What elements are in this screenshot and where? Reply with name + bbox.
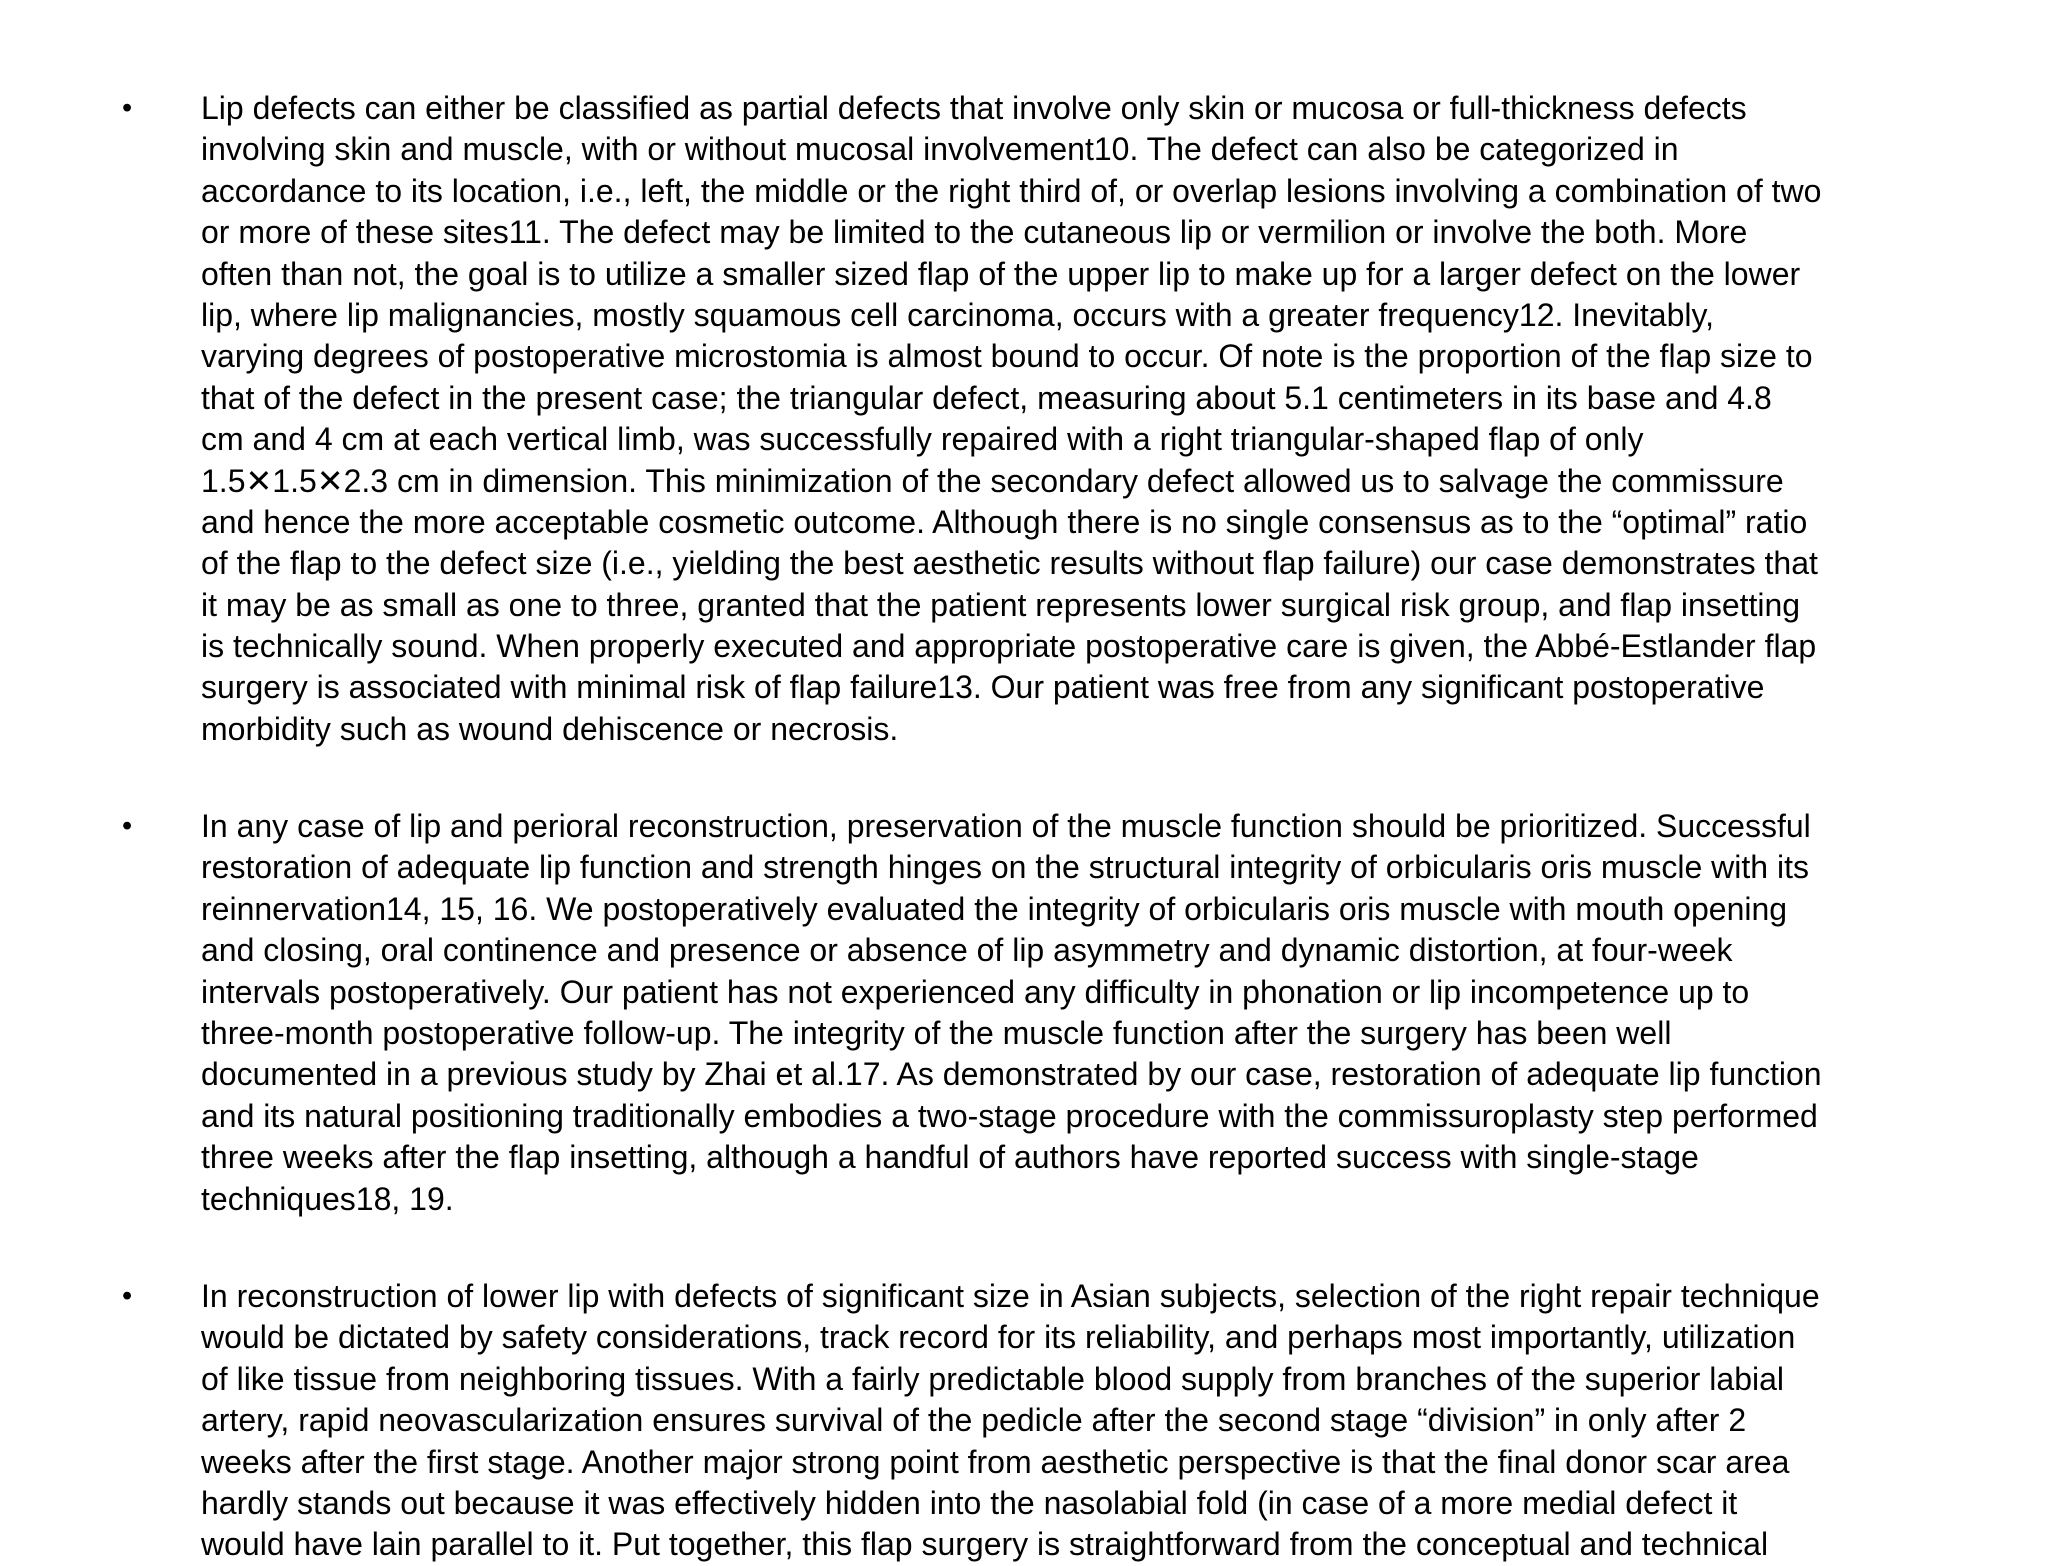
text-line: documented in a previous study by Zhai et al.17. As demonstrated by our case, restoration of adequate lip function [201, 1056, 1822, 1093]
text-line: artery, rapid neovascularization ensures survival of the pedicle after the second stage “division” in only after 2 [201, 1402, 1747, 1439]
text-line: lip, where lip malignancies, mostly squamous cell carcinoma, occurs with a greater frequency12. Inevitably, [201, 296, 1714, 333]
paragraph-text [201, 806, 1981, 1220]
bullet-marker: • [122, 1280, 133, 1312]
paragraph-text [201, 88, 1981, 750]
text-line: hardly stands out because it was effectively hidden into the nasolabial fold (in case of a more medial defect it [201, 1484, 1738, 1521]
bullet-marker: • [122, 810, 133, 842]
text-line: or more of these sites11. The defect may be limited to the cutaneous lip or vermilion or involve the both. More [201, 214, 1748, 251]
text-line: varying degrees of postoperative microstomia is almost bound to occur. Of note is the proportion of the flap size to [201, 338, 1813, 375]
text-line: Lip defects can either be classified as partial defects that involve only skin or mucosa or full-thickness defects [201, 90, 1747, 126]
text-line: of like tissue from neighboring tissues. With a fairly predictable blood supply from branches of the superior labial [201, 1360, 1785, 1397]
text-line: three weeks after the flap insetting, although a handful of authors have reported success with single-stage [201, 1139, 1699, 1176]
text-line: three-month postoperative follow-up. The integrity of the muscle function after the surgery has been well [201, 1014, 1672, 1051]
text-line: involving skin and muscle, with or without mucosal involvement10. The defect can also be categorized in [201, 131, 1679, 168]
text-line: In reconstruction of lower lip with defects of significant size in Asian subjects, selection of the right repair technique [201, 1278, 1820, 1314]
text-line: is technically sound. When properly executed and appropriate postoperative care is given, the Abbé-Estlander flap [201, 628, 1817, 665]
text-line: 1.5✕1.5✕2.3 cm in dimension. This minimization of the secondary defect allowed us to salvage the commissure [201, 462, 1784, 499]
text-line: accordance to its location, i.e., left, the middle or the right third of, or overlap lesions involving a combination of two [201, 172, 1822, 209]
text-line: often than not, the goal is to utilize a smaller sized flap of the upper lip to make up for a larger defect on the lower [201, 255, 1801, 292]
text-line: and closing, oral continence and presence or absence of lip asymmetry and dynamic distortion, at four-week [201, 932, 1733, 969]
text-line: would be dictated by safety considerations, track record for its reliability, and perhaps most importantly, utilization [201, 1319, 1796, 1356]
text-line: morbidity such as wound dehiscence or necrosis. [201, 710, 899, 747]
text-line: that of the defect in the present case; the triangular defect, measuring about 5.1 centimeters in its base and 4.8 [201, 379, 1772, 416]
text-line: it may be as small as one to three, granted that the patient represents lower surgical risk group, and flap insetting [201, 586, 1801, 623]
text-line: and its natural positioning traditionally embodies a two-stage procedure with the commissuroplasty step performed [201, 1097, 1818, 1134]
text-line: intervals postoperatively. Our patient has not experienced any difficulty in phonation or lip incompetence up to [201, 973, 1750, 1010]
text-line: techniques18, 19. [201, 1180, 454, 1217]
text-line: would have lain parallel to it. Put together, this flap surgery is straightforward from the conceptual and technical [201, 1526, 1769, 1563]
text-line: weeks after the first stage. Another major strong point from aesthetic perspective is that the final donor scar area [201, 1443, 1790, 1480]
text-line: restoration of adequate lip function and strength hinges on the structural integrity of orbicularis oris muscle with its [201, 849, 1809, 886]
text-line: surgery is associated with minimal risk of flap failure13. Our patient was free from any significant postoperative [201, 669, 1765, 706]
text-line: of the flap to the defect size (i.e., yielding the best aesthetic results without flap failure) our case demonstrates that [201, 545, 1818, 582]
text-line: In any case of lip and perioral reconstruction, preservation of the muscle function should be prioritized. Successful [201, 808, 1811, 844]
text-line: reinnervation14, 15, 16. We postoperatively evaluated the integrity of orbicularis oris muscle with mouth opening [201, 890, 1788, 927]
text-line: cm and 4 cm at each vertical limb, was successfully repaired with a right triangular-shaped flap of only [201, 421, 1644, 458]
text-line: and hence the more acceptable cosmetic outcome. Although there is no single consensus as to the “optimal” ratio [201, 503, 1808, 540]
paragraph-text [201, 1276, 1981, 1566]
bullet-marker: • [122, 92, 133, 124]
